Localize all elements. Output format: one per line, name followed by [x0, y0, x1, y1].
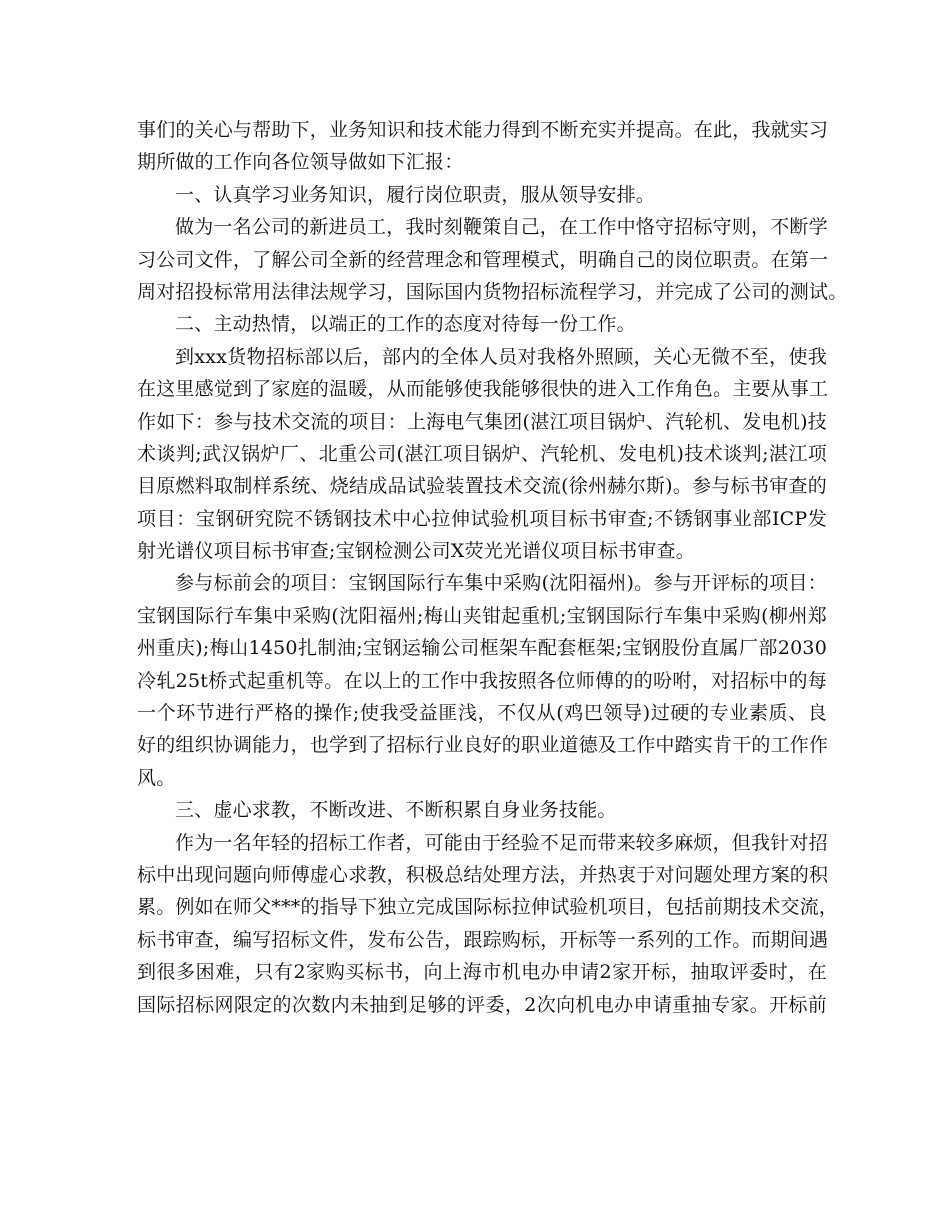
text-line: 好的组织协调能力，也学到了招标行业良好的职业道德及工作中踏实肯干的工作作 [137, 734, 829, 757]
text-line: 一个环节进行严格的操作;使我受益匪浅，不仅从(鸡巴领导)过硬的专业素质、良 [137, 702, 827, 725]
text-line: 在这里感觉到了家庭的温暖，从而能够使我能够很快的进入工作角色。主要从事工 [137, 378, 829, 401]
section-heading: 二、主动热情，以端正的工作的态度对待每一份工作。 [175, 313, 636, 336]
section-heading: 一、认真学习业务知识，履行岗位职责，服从领导安排。 [175, 183, 656, 206]
text-line: 标中出现问题向师傅虚心求教，积极总结处理方法，并热衷于对问题处理方案的积 [137, 863, 829, 886]
text-line: 作如下：参与技术交流的项目：上海电气集团(湛江项目锅炉、汽轮机、发电机)技 [137, 410, 827, 433]
text-line: 术谈判;武汉锅炉厂、北重公司(湛江项目锅炉、汽轮机、发电机)技术谈判;湛江项 [137, 442, 827, 465]
document-body [137, 114, 848, 1021]
text-line: 射光谱仪项目标书审查;宝钢检测公司X荧光光谱仪项目标书审查。 [137, 540, 695, 563]
text-line: 风。 [137, 766, 176, 789]
text-line: 标书审查，编写招标文件，发布公告，跟踪购标，开标等一系列的工作。而期间遇 [137, 928, 829, 951]
text-line: 参与标前会的项目：宝钢国际行车集中采购(沈阳福州)。参与开评标的项目： [175, 572, 827, 595]
text-line: 作为一名年轻的招标工作者，可能由于经验不足而带来较多麻烦，但我针对招 [175, 831, 828, 854]
text-line: 目原燃料取制样系统、烧结成品试验装置技术交流(徐州赫尔斯)。参与标书审查的 [137, 475, 827, 498]
text-line: 国际招标网限定的次数内未抽到足够的评委，2次向机电办申请重抽专家。开标前 [137, 993, 827, 1016]
text-line: 做为一名公司的新进员工，我时刻鞭策自己，在工作中恪守招标守则，不断学 [175, 216, 828, 239]
text-line: 期所做的工作向各位领导做如下汇报： [137, 151, 464, 174]
text-line: 州重庆);梅山1450扎制油;宝钢运输公司框架车配套框架;宝钢股份直属厂部2030 [137, 637, 827, 660]
section-heading: 三、虚心求教，不断改进、不断积累自身业务技能。 [175, 799, 617, 822]
text-line: 宝钢国际行车集中采购(沈阳福州;梅山夹钳起重机;宝钢国际行车集中采购(柳州郑 [137, 604, 827, 627]
text-line: 到xxx货物招标部以后，部内的全体人员对我格外照顾，关心无微不至，使我 [175, 345, 827, 368]
text-line: 项目：宝钢研究院不锈钢技术中心拉伸试验机项目标书审查;不锈钢事业部ICP发 [137, 507, 827, 530]
text-line: 事们的关心与帮助下，业务知识和技术能力得到不断充实并提高。在此，我就实习 [137, 119, 829, 141]
text-line: 累。例如在师父***的指导下独立完成国际标拉伸试验机项目，包括前期技术交流， [137, 896, 839, 919]
text-line: 周对招投标常用法律法规学习，国际国内货物招标流程学习，并完成了公司的测试。 [137, 280, 848, 303]
text-line: 到很多困难，只有2家购买标书，向上海市机电办申请2家开标，抽取评委时，在 [137, 961, 827, 984]
text-line: 冷轧25t桥式起重机等。在以上的工作中我按照各位师傅的的吩咐，对招标中的每 [137, 669, 827, 692]
text-line: 习公司文件，了解公司全新的经营理念和管理模式，明确自己的岗位职责。在第一 [137, 248, 829, 271]
